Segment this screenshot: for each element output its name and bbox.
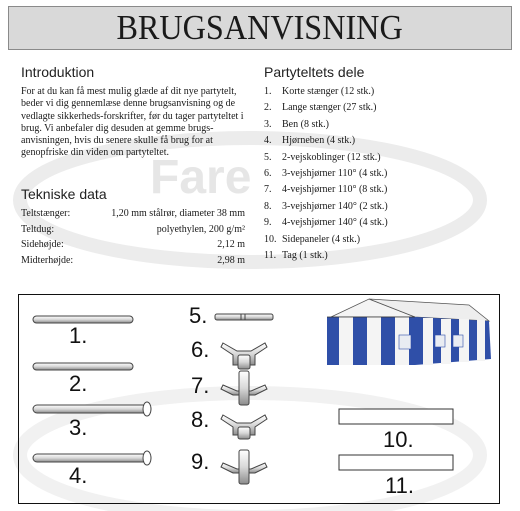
list-item-number: 6. [264,167,272,179]
part-label: 8. [191,407,210,432]
part-label: 1. [69,323,88,348]
list-item-text: Hjørneben (4 stk.) [282,135,356,147]
spec-label: Teltstænger: [21,208,71,219]
list-item [264,168,504,184]
list-item-text: 3-vejshjørner 110° (4 stk.) [282,167,388,179]
list-item [264,234,504,250]
part-label: 5. [189,303,208,328]
list-item-number: 8. [264,200,272,212]
list-item [264,86,504,102]
spec-row [21,255,245,271]
spec-row [21,224,245,240]
part-label: 11. [385,473,414,498]
list-item-text: 4-vejshjørner 140° (4 stk.) [282,217,388,229]
part-label: 2. [69,371,88,396]
list-item [264,250,504,266]
short-pole-drawing [33,316,133,323]
part-label: 7. [191,373,210,398]
list-item-number: 5. [264,151,272,163]
spec-row [21,208,245,224]
part-label: 10. [383,427,414,452]
list-item-text: 4-vejshjørner 110° (8 stk.) [282,184,388,196]
list-item-text: Korte stænger (12 stk.) [282,86,375,97]
part-label: 4. [69,463,88,488]
side-panel-drawing [339,409,453,424]
spec-label: Teltdug: [21,223,55,235]
list-item-number: 2. [264,102,272,114]
long-pole-drawing [33,363,133,370]
specs-heading: Tekniske data [21,186,107,202]
part-label: 3. [69,415,88,440]
spec-value: 2,12 m [217,239,245,250]
two-way-coupling-drawing [215,314,273,320]
four-way-corner-110-drawing [221,371,267,405]
spec-value: 2,98 m [217,254,245,266]
four-way-corner-140-drawing [221,450,267,484]
intro-heading: Introduktion [21,64,95,80]
spec-value: 1,20 mm stålrør, diameter 38 mm [111,208,245,219]
part-label: 6. [191,337,210,362]
spec-label: Sidehøjde: [21,239,64,250]
list-item-number: 1. [264,86,272,97]
title-banner [8,6,512,50]
list-item-text: Tag (1 stk.) [282,249,328,261]
parts-heading: Partyteltets dele [264,64,365,80]
intro-text: For at du kan få mest mulig glæde af dit nye partytelt, beder vi dig gennemlæse denne brugsanvisning og de vedlagte sikkerheds-forskrifter, før du tager partyteltet i brug. Vi anbefaler dig desuden at gemme brugs-anvisningen, hvis du senere skulle få brug for at genopfriske din viden om partyteltet. [21,86,244,159]
list-item-text: Ben (8 stk.) [282,118,329,130]
corner-leg-drawing [33,451,151,465]
list-item-text: 3-vejshjørner 140° (2 stk.) [282,200,388,212]
spec-row [21,239,245,255]
specs-table [21,208,245,270]
parts-list [264,86,504,266]
list-item-number: 10. [264,233,277,245]
tent-illustration [327,299,491,365]
list-item-number: 3. [264,118,272,130]
three-way-corner-110-drawing [221,343,267,369]
parts-diagram [18,294,500,504]
list-item [264,184,504,200]
list-item-number: 4. [264,135,272,147]
list-item-text: Sidepaneler (4 stk.) [282,233,361,245]
roof-drawing [339,455,453,470]
list-item [264,152,504,168]
list-item-number: 7. [264,184,272,196]
list-item [264,135,504,151]
list-item-text: Lange stænger (27 stk.) [282,102,377,114]
list-item [264,119,504,135]
parts-illustration [19,295,501,505]
list-item [264,217,504,233]
svg-text:Fare: Fare [150,151,252,204]
list-item [264,102,504,118]
spec-value: polyethylen, 200 g/m² [156,223,245,235]
leg-drawing [33,402,151,416]
list-item-number: 9. [264,217,272,229]
list-item-number: 11. [264,249,277,261]
three-way-corner-140-drawing [221,415,267,439]
page-title: BRUGSANVISNING [116,8,404,47]
spec-label: Midterhøjde: [21,254,74,266]
part-label: 9. [191,449,210,474]
list-item [264,201,504,217]
list-item-text: 2-vejskoblinger (12 stk.) [282,151,381,163]
